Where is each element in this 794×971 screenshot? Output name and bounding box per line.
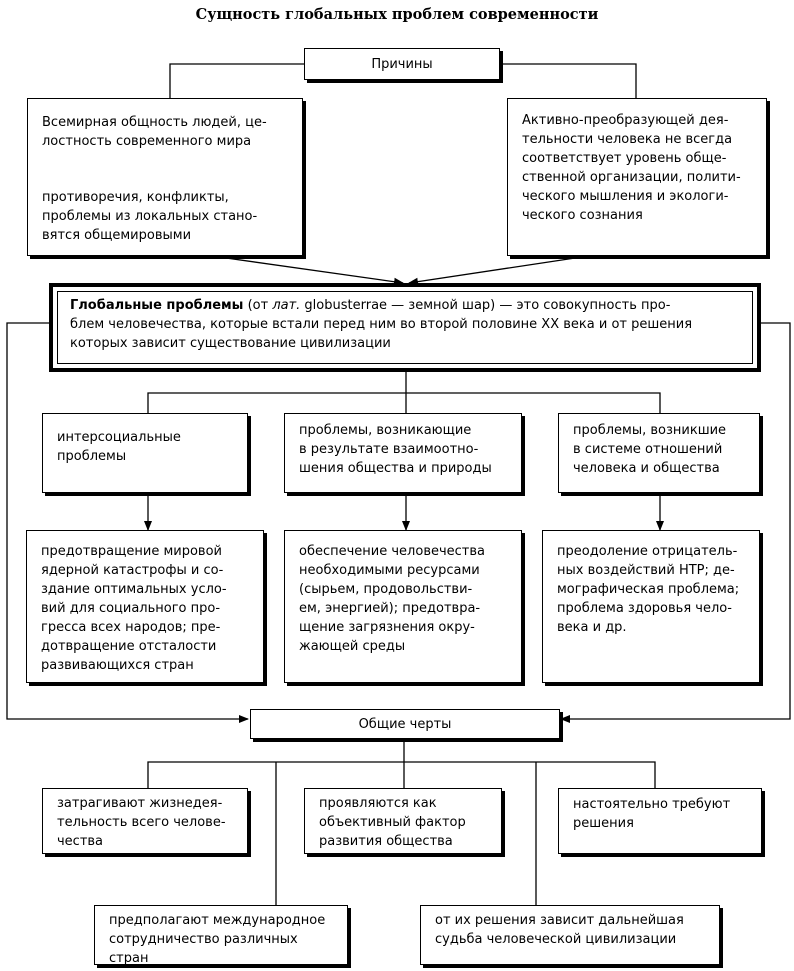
- cause-left-line: Всемирная общность людей, це-: [42, 115, 267, 130]
- example-line: ем, энергией); предотвра-: [299, 601, 481, 616]
- example-line: необходимыми ресурсами: [299, 563, 480, 578]
- category-line: человека и общества: [573, 461, 720, 476]
- feature-require-solution: [558, 788, 762, 854]
- causes-header: [304, 48, 500, 80]
- feature-line: затрагивают жизнедея-: [57, 796, 223, 811]
- example-line: предотвращение мировой: [41, 544, 222, 559]
- category-line: проблемы: [57, 449, 127, 464]
- feature-international-cooperation: [94, 905, 348, 965]
- cause-right-line: Активно-преобразующей дея-: [522, 113, 729, 128]
- example-line: жающей среды: [299, 639, 406, 654]
- feature-line: тельность всего челове-: [57, 815, 226, 830]
- feature-line: предполагают международное: [109, 913, 326, 928]
- definition-term: Глобальные проблемы: [70, 298, 244, 313]
- definition-rest: globusterrae — земной шар) — это совокупность про-: [300, 298, 671, 313]
- feature-line: сотрудничество различных: [109, 932, 298, 947]
- example-line: (сырьем, продовольстви-: [299, 582, 473, 597]
- cause-left-line: вятся общемировыми: [42, 228, 192, 243]
- cause-right-line: соответствует уровень обще-: [522, 151, 727, 166]
- feature-civilization-fate: [420, 905, 720, 965]
- cause-left-line: лостность современного мира: [42, 134, 252, 149]
- common-features-label: Общие черты: [358, 716, 452, 732]
- cause-left-line: проблемы из локальных стано-: [42, 209, 258, 224]
- example-line: дотвращение отсталости: [41, 639, 217, 654]
- example-line: щение загрязнения окру-: [299, 620, 475, 635]
- example-line: гресса всех народов; пре-: [41, 620, 221, 635]
- category-society-nature: [284, 413, 522, 493]
- cause-right-line: ственной организации, полити-: [522, 170, 741, 185]
- category-line: в системе отношений: [573, 442, 723, 457]
- feature-objective-factor: [304, 788, 502, 854]
- cause-left-line: противоречия, конфликты,: [42, 190, 229, 205]
- category-line: шения общества и природы: [299, 461, 492, 476]
- feature-line: от их решения зависит дальнейшая: [435, 913, 684, 928]
- common-features-header: [250, 709, 560, 739]
- feature-line: объективный фактор: [319, 815, 466, 830]
- category-human-society: [558, 413, 760, 493]
- example-line: века и др.: [557, 620, 627, 635]
- feature-line: развития общества: [319, 834, 453, 849]
- definition-box: [49, 283, 761, 372]
- cause-right-line: ческого мышления и экологи-: [522, 189, 729, 204]
- example-line: ных воздействий НТР; де-: [557, 563, 735, 578]
- category-line: в результате взаимоотно-: [299, 442, 479, 457]
- definition-line-2: блем человечества, которые встали перед ним во второй половине XX века и от решения: [70, 317, 693, 332]
- category-line: проблемы, возникшие: [573, 423, 727, 438]
- cause-right-line: тельности человека не всегда: [522, 132, 733, 147]
- feature-line: судьба человеческой цивилизации: [435, 932, 677, 947]
- definition-line-3: которых зависит существование цивилизации: [70, 336, 391, 351]
- example-society-nature: [284, 530, 522, 683]
- feature-line: решения: [573, 816, 634, 831]
- example-line: ядерной катастрофы и со-: [41, 563, 224, 578]
- example-human-society: [542, 530, 760, 683]
- definition-lat: лат.: [272, 298, 301, 313]
- category-line: проблемы, возникающие: [299, 423, 472, 438]
- example-line: мографическая проблема;: [557, 582, 740, 597]
- page-title: Сущность глобальных проблем современности: [195, 6, 599, 23]
- example-line: развивающихся стран: [41, 658, 194, 673]
- example-intersocial: [26, 530, 264, 683]
- definition-open: (от: [243, 298, 273, 313]
- example-line: вий для социального про-: [41, 601, 221, 616]
- causes-label: Причины: [371, 56, 433, 72]
- category-line: интерсоциальные: [57, 430, 181, 445]
- feature-line: чества: [57, 834, 104, 849]
- example-line: проблема здоровья чело-: [557, 601, 732, 616]
- category-intersocial: [42, 413, 248, 493]
- feature-line: проявляются как: [319, 796, 437, 811]
- feature-affect-humanity: [42, 788, 248, 854]
- feature-line: настоятельно требуют: [573, 797, 731, 812]
- cause-right-box: [507, 98, 767, 256]
- feature-line: стран: [109, 951, 149, 966]
- cause-left-box: [27, 98, 303, 256]
- example-line: обеспечение человечества: [299, 544, 485, 559]
- cause-right-line: ческого сознания: [522, 208, 643, 223]
- definition-line-1: [70, 296, 740, 315]
- example-line: преодоление отрицатель-: [557, 544, 738, 559]
- example-line: здание оптимальных усло-: [41, 582, 227, 597]
